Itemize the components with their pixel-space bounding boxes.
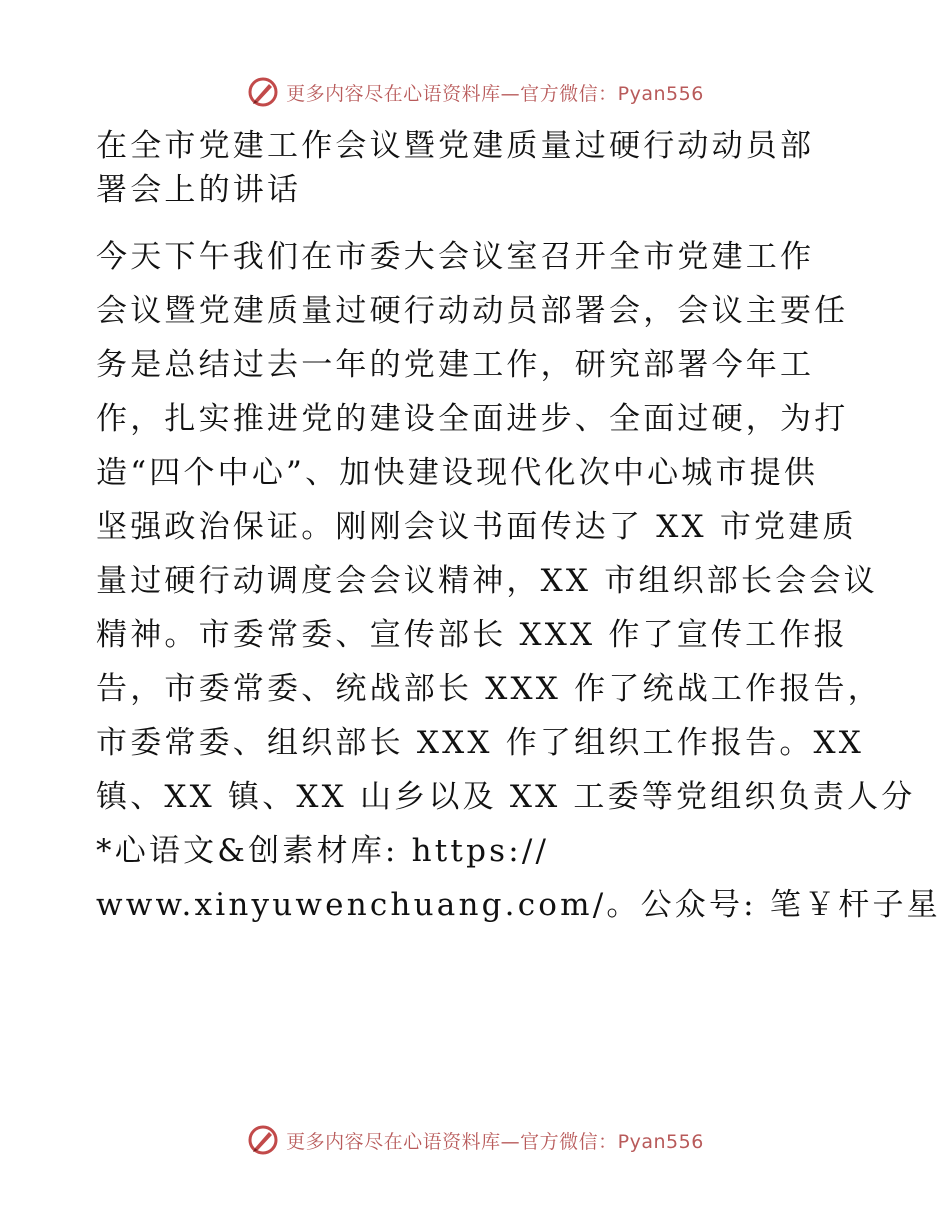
source-line: www.xinyuwenchuang.com/。公众号: 笔￥杆子星 xyxy=(96,887,941,923)
watermark-text: 更多内容尽在心语资料库—官方微信：Pyan556 xyxy=(286,1130,704,1153)
title-line: 署会上的讲话 xyxy=(96,172,302,208)
speech-paragraph xyxy=(96,230,941,932)
paragraph-line: 会议暨党建质量过硬行动动员部署会，会议主要任 xyxy=(96,293,849,329)
paragraph-line: 今天下午我们在市委大会议室召开全市党建工作 xyxy=(96,239,815,275)
paragraph-line: 坚强政治保证。刚刚会议书面传达了 XX 市党建质 xyxy=(96,509,857,545)
paragraph-line: 镇、XX 镇、XX 山乡以及 XX 工委等党组织负责人分 xyxy=(96,779,916,815)
paragraph-line: 量过硬行动调度会会议精神，XX 市组织部长会会议 xyxy=(96,563,878,599)
paragraph-line: 作，扎实推进党的建设全面进步、全面过硬，为打 xyxy=(96,401,849,437)
pen-logo-icon xyxy=(246,1123,280,1157)
document-body xyxy=(96,124,941,932)
paragraph-line: 市委常委、组织部长 XXX 作了组织工作报告。XX xyxy=(96,725,865,761)
source-line: *心语文&创素材库: https:// xyxy=(96,833,550,869)
paragraph-line: 造“四个中心”、加快建设现代化次中心城市提供 xyxy=(96,455,819,491)
paragraph-line: 精神。市委常委、宣传部长 XXX 作了宣传工作报 xyxy=(96,617,848,653)
header-watermark xyxy=(0,72,950,112)
watermark-text: 更多内容尽在心语资料库—官方微信：Pyan556 xyxy=(286,82,704,105)
paragraph-line: 务是总结过去一年的党建工作，研究部署今年工 xyxy=(96,347,815,383)
footer-watermark xyxy=(0,1120,950,1160)
pen-logo-icon xyxy=(246,75,280,109)
title-line: 在全市党建工作会议暨党建质量过硬行动动员部 xyxy=(96,128,815,164)
paragraph-line: 告，市委常委、统战部长 XXX 作了统战工作报告， xyxy=(96,671,882,707)
document-title xyxy=(96,124,856,212)
